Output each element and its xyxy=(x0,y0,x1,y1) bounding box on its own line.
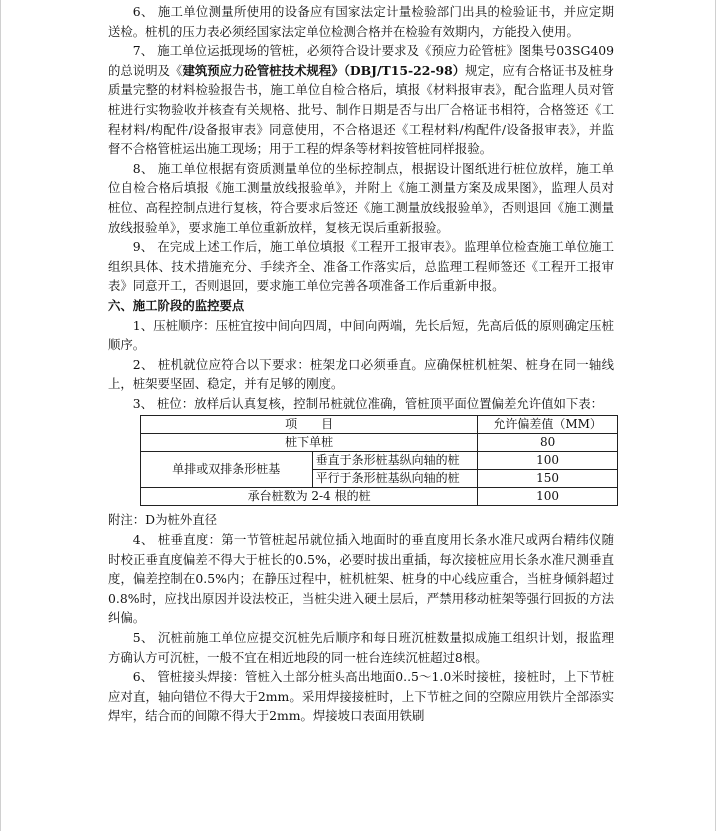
document-body xyxy=(108,2,614,726)
paragraph-7-start: 7、 施工单位运抵现场的管桩，必须符合设计要求及《预应力砼管桩》图集号03SG409的总说明及《 xyxy=(108,43,614,78)
table-header-row xyxy=(141,416,618,434)
paragraph-7-rest: 规定，应有合格证书及桩身质量完整的材料检验报告书，施工单位自检合格后，填报《材料报审表》，配合监理人员对管桩进行实物验收并核查有关规格、批号、制作日期是否与出厂合格证书相符，合格签还《工程材料/构配件/设备报审表》同意使用，不合格退还《工程材料/构配件/设备报审表》，并监督不合格管桩运出施工现场；用于工程的焊条等材料按管桩同样报验。 xyxy=(108,62,615,157)
sub1-value: 100 xyxy=(478,452,618,470)
table-row xyxy=(141,488,618,506)
row1-item: 桩下单桩 xyxy=(141,434,478,452)
item-6-pile-welding: 6、 管桩接头焊接：管桩入土部分桩头高出地面0..5～1.0米时接桩，接桩时，上下节桩应对直，轴向错位不得大于2mm。采用焊接接桩时，上下节桩之间的空隙应用铁片全部添实焊牢，结合而的间隙不得大于2mm。焊接坡口表面用铁刷 xyxy=(108,669,614,724)
sub2-value: 150 xyxy=(478,470,618,488)
table-row xyxy=(141,434,618,452)
item-4-verticality: 4、 桩垂直度：第一节管桩起吊就位插入地面时的垂直度用长条水准尺或两台精纬仪随时校正垂直度偏差不得大于桩长的0.5%，必要时拔出重插，每次接桩应用长条水准尺测垂直度，偏差控制在0.5%内；在静压过程中，桩机桩架、桩身的中心线应重合，当桩身倾斜超过0.8%时，应找出原因并设法校正，当桩尖进入硬土层后，严禁用移动桩架等强行回扳的方法纠偏。 xyxy=(108,532,614,626)
item-2-rig-positioning: 2、 桩机就位应符合以下要求：桩架龙口必须垂直。应确保桩机桩架、桩身在同一轴线上，桩架要坚固、稳定，并有足够的刚度。 xyxy=(108,356,614,392)
item-1-pile-sequence: 1、压桩顺序：压桩宜按中间向四周，中间向两端，先长后短，先高后低的原则确定压桩顺序。 xyxy=(108,317,614,353)
row4-item: 承台桩数为 2-4 根的桩 xyxy=(141,488,478,506)
sub1-item: 垂直于条形桩基纵向轴的桩 xyxy=(312,452,478,470)
paragraph-6: 6、 施工单位测量所使用的设备应有国家法定计量检验部门出具的检验证书，并应定期送检。桩机的压力表必须经国家法定单位检测合格并在检验有效期内，方能投入使用。 xyxy=(108,4,614,39)
item-3-pile-position: 3、 桩位：放样后认真复核，控制吊桩就位准确，管桩顶平面位置偏差允许值如下表： xyxy=(132,395,604,411)
paragraph-7 xyxy=(108,41,614,159)
tolerance-table xyxy=(140,415,618,506)
item-5-sinking-plan: 5、 沉桩前施工单位应提交沉桩先后顺序和每日班沉桩数量拟成施工组织计划，报监理方确认方可沉桩，一般不宜在相近地段的同一桩台连续沉桩超过8根。 xyxy=(108,630,614,665)
table-note: 附注：D为桩外直径 xyxy=(108,512,218,528)
section-heading: 六、施工阶段的监控要点 xyxy=(108,297,245,313)
paragraph-7-standard: 建筑预应力砼管桩技术规程》（DBJ/T15-22-98） xyxy=(182,62,466,78)
row1-value: 80 xyxy=(478,434,618,452)
paragraph-8: 8、 施工单位根据有资质测量单位的坐标控制点，根据设计图纸进行桩位放样，施工单位自检合格后填报《施工测量放线报验单》，并附上《施工测量方案及成果图》，监理人员对桩位、高程控制点进行复核，符合要求后签还《施工测量放线报验单》，否则退回《施工测量放线报验单》，要求施工单位重新放样，复核无误后重新报验。 xyxy=(108,160,614,235)
row4-value: 100 xyxy=(478,488,618,506)
header-item: 项 目 xyxy=(141,416,478,434)
paragraph-9: 9、 在完成上述工作后，施工单位填报《工程开工报审表》。监理单位检查施工单位施工组织具体、技术措施充分、手续齐全、准备工作落实后，总监理工程师签还《工程开工报审表》同意开工，否则退回，要求施工单位完善各项准备工作后重新申报。 xyxy=(108,239,614,294)
group-label: 单排或双排条形桩基 xyxy=(141,452,313,488)
table-row xyxy=(141,452,618,470)
sub2-item: 平行于条形桩基纵向轴的桩 xyxy=(312,470,478,488)
header-value: 允许偏差值（MM） xyxy=(478,416,618,434)
